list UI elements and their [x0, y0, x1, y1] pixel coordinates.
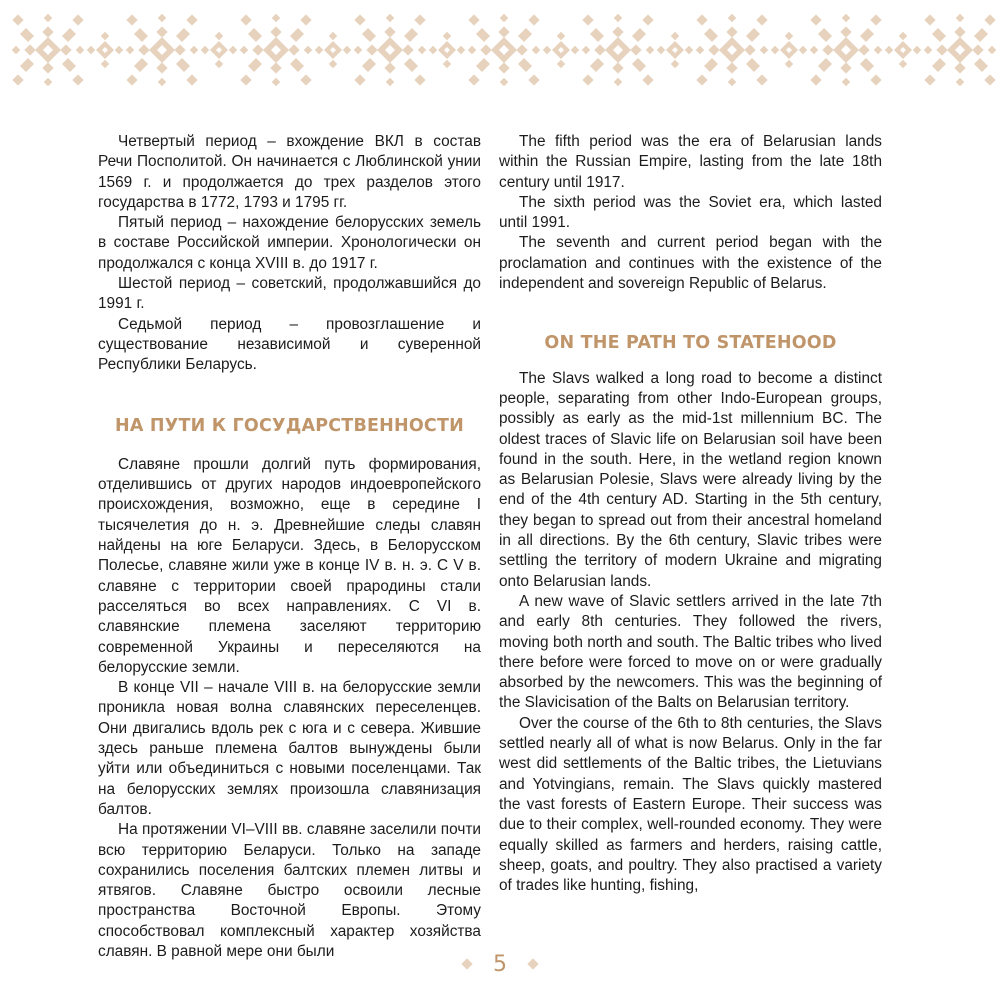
ru-paragraph-1: Четвертый период – вхождение ВКЛ в состав Речи Посполитой. Он начинается с Люблинской унии 1569 г. и продолжается до трех разделов этого государства в 1772, 1793 и 1795 гг. [98, 133, 481, 211]
ru-paragraph-7: На протяжении VI–VIII вв. славяне заселили почти всю территорию Беларуси. Только на западе сохранились поселения балтских племен литвы и ятвягов. Славяне быстро освоили лесные пространства Восточной Европы. Этому способствовал комплексный характер хозяйства славян. В равной мере они были [98, 821, 481, 960]
ornament-small-motif-icon [657, 32, 693, 68]
ornament-small-motif-icon [87, 32, 123, 68]
right-column [499, 132, 882, 896]
ornament-small-motif-icon [315, 32, 351, 68]
ornament-small-motif-icon [543, 32, 579, 68]
page-footer [0, 946, 1000, 982]
ornament-motif-icon [582, 14, 654, 86]
en-paragraph-1: The fifth period was the era of Belarusian lands within the Russian Empire, lasting from the late 18th century until 1917. [499, 133, 882, 191]
ru-section-heading: НА ПУТИ К ГОСУДАРСТВЕННОСТИ [115, 415, 464, 436]
en-paragraph-5: A new wave of Slavic settlers arrived in the late 7th and early 8th centuries. They followed the rivers, moving both north and south. The Baltic tribes who lived there before were forced to move on or were gradually absorbed by the newcomers. This was the beginning of the Slavicisation of the Balts on Belarusian territory. [499, 592, 882, 712]
ru-paragraph-4: Седьмой период – провозглашение и существование независимой и суверенной Республики Беларусь. [98, 315, 481, 374]
ornament-small-motif-icon [429, 32, 465, 68]
ornament-small-motif-icon [771, 32, 807, 68]
diamond-right-icon [527, 958, 538, 969]
en-paragraph-6: Over the course of the 6th to 8th centuries, the Slavs settled nearly all of what is now Belarus. Only in the far west did settlements of the Baltic tribes, the Lietuvians and Yotvingians, remain. The Slavs quickly mastered the vast forests of Eastern Europe. Their success was due to their complex, well-rounded economy. They were equally skilled as farmers and herders, raising cattle, sheep, goats, and poultry. They also practised a variety of trades like hunting, fishing, [499, 714, 882, 895]
ru-paragraph-2: Пятый период – нахождение белорусских земель в составе Российской империи. Хронологически он продолжался с конца XVIII в. до 1917 г. [98, 214, 481, 272]
ornament-small-motif-icon [201, 32, 237, 68]
ornament-motif-icon [696, 14, 768, 86]
ornament-motif-icon [354, 14, 426, 86]
ru-paragraph-6: В конце VII – начале VIII в. на белорусские земли проникла новая волна славянских переселенцев. Они двигались вдоль рек с юга и с севера. Жившие здесь раньше племена балтов вынуждены были уйти или объединиться с новыми поселенцами. Так на белорусских землях произошла славянизация балтов. [98, 679, 481, 818]
en-paragraph-4: The Slavs walked a long road to become a distinct people, separating from other Indo-European groups, possibly as early as the mid-1st millennium BC. The oldest traces of Slavic life on Belarusian soil have been found in the south. Here, in the wetland region known as Belarusian Polesie, Slavs were already living by the end of the 4th century AD. Starting in the 5th century, they began to spread out from their ancestral homeland in all directions. By the 6th century, Slavic tribes were settling the territory of modern Ukraine and migrating onto Belarusian lands. [499, 369, 882, 590]
diamond-left-icon [461, 958, 472, 969]
page-number: 5 [493, 951, 507, 977]
left-column [98, 132, 481, 962]
ornament-motif-icon [924, 14, 996, 86]
ornament-motif-icon [12, 14, 84, 86]
ornament-motif-icon [468, 14, 540, 86]
ru-paragraph-5: Славяне прошли долгий путь формирования, отделившись от других народов индоевропейского происхождения, возможно, еще в середине I тысячелетия до н. э. Древнейшие следы славян найдены на юге Беларуси. Здесь, в Белорусском Полесье, славяне жили уже в конце IV в. н. э. С V в. славяне с территории своей прародины стали расселяться во всех направлениях. С VI в. славянские племена заселяют территорию современной Украины и переселяются на белорусские земли. [98, 455, 481, 676]
en-paragraph-2: The sixth period was the Soviet era, which lasted until 1991. [499, 193, 882, 232]
ornament-motif-icon [810, 14, 882, 86]
ornament-band [0, 0, 1000, 100]
ornament-motif-icon [240, 14, 312, 86]
en-paragraph-3: The seventh and current period began with the proclamation and continues with the existence of the independent and sovereign Republic of Belarus. [499, 234, 882, 293]
ornament-motif-icon [126, 14, 198, 86]
en-section-heading: ON THE PATH TO STATEHOOD [544, 333, 837, 354]
ru-paragraph-3: Шестой период – советский, продолжавшийся до 1991 г. [98, 275, 481, 313]
ornament-small-motif-icon [885, 32, 921, 68]
